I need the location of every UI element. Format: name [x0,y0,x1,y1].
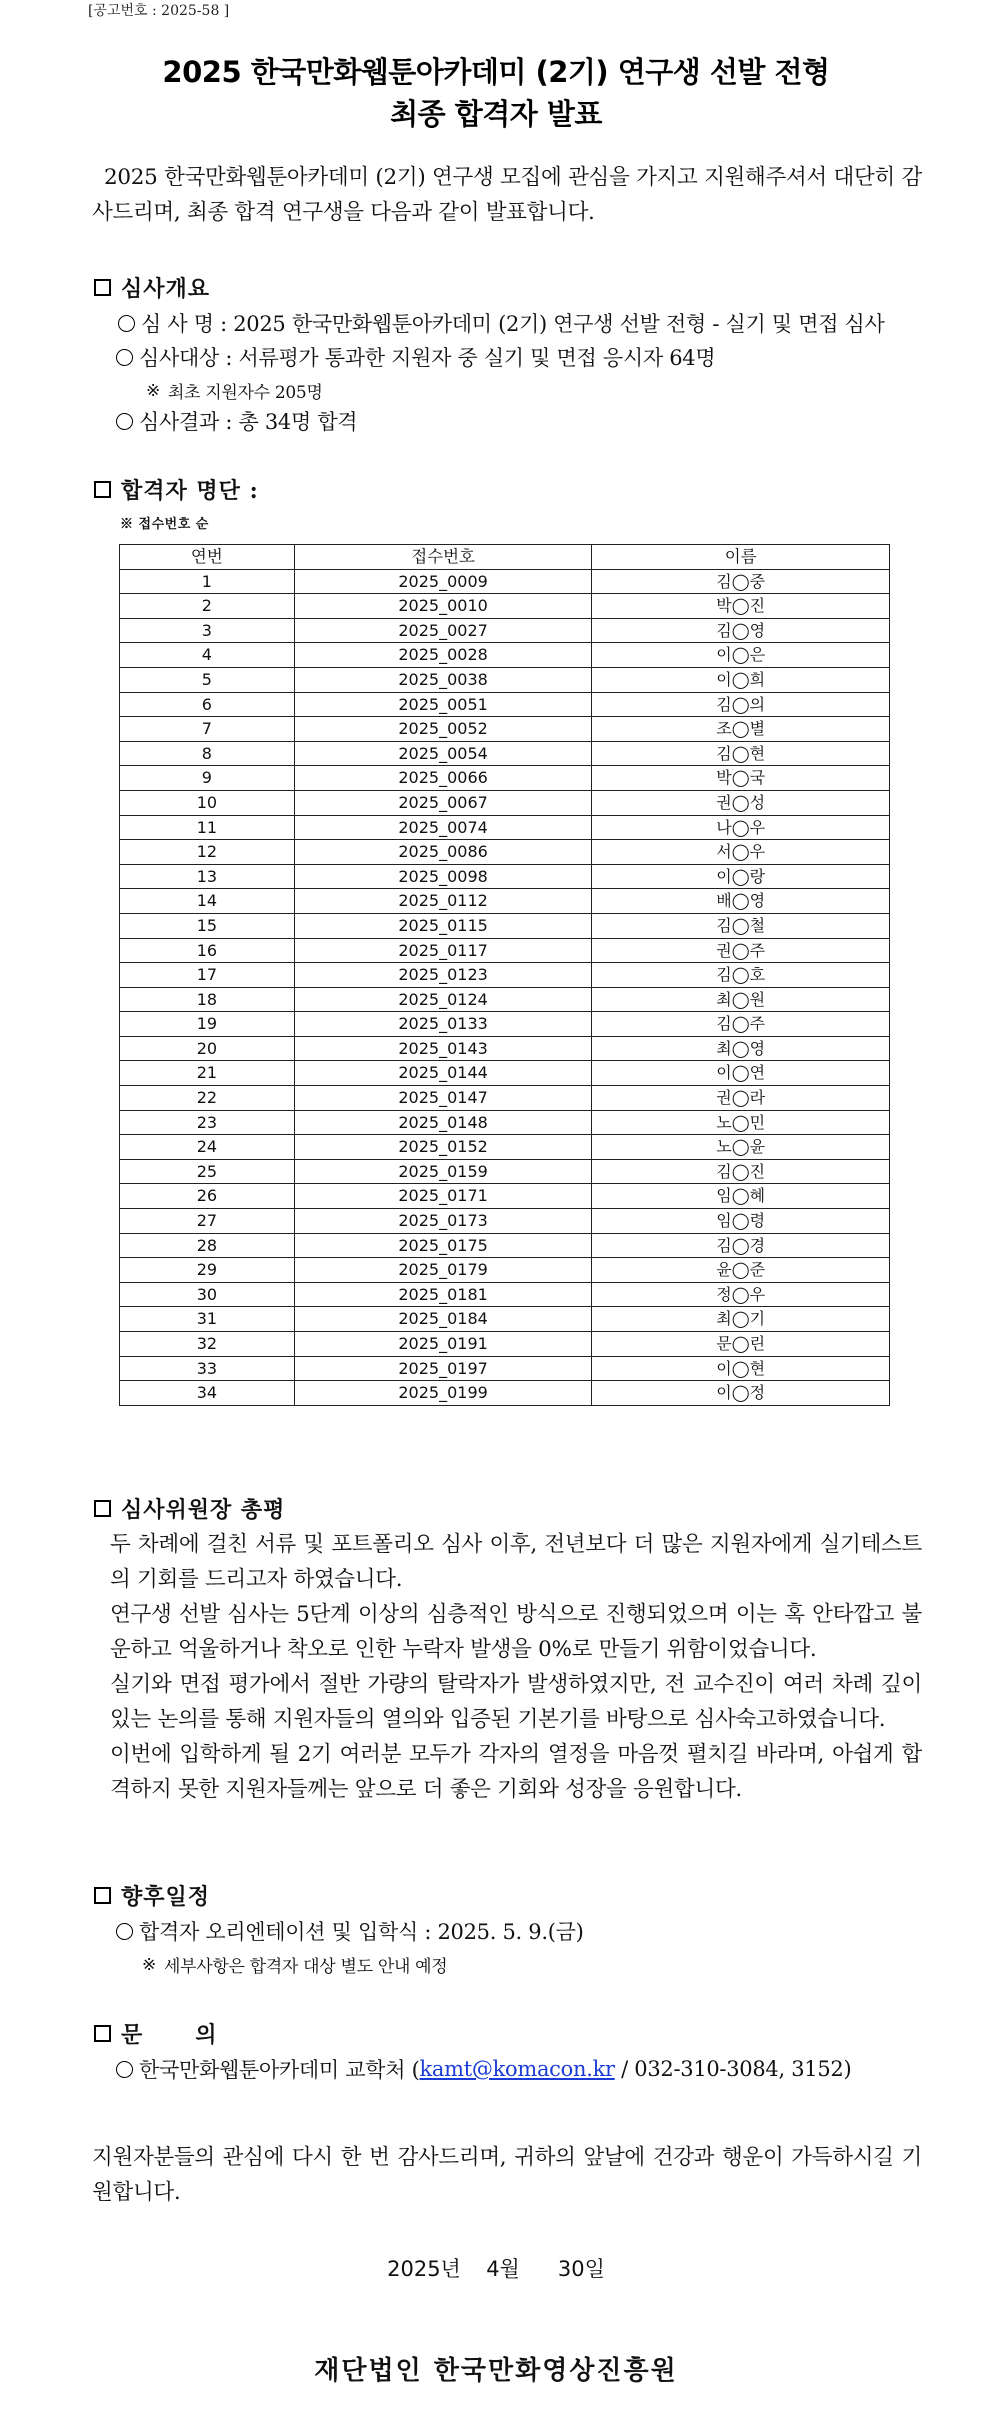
roster-table [119,544,890,1406]
cell-receipt-number: 2025_0159 [294,1159,592,1184]
cell-name: 이◯정 [592,1381,890,1406]
roster-heading [94,474,259,505]
contact-line [116,2054,851,2084]
contact-heading [94,2018,217,2049]
schedule-item [116,1916,583,1946]
cell-number: 2 [120,594,295,619]
column-header-name: 이름 [592,545,890,570]
cell-receipt-number: 2025_0124 [294,987,592,1012]
overview-heading-text: 심사개요 [121,276,211,302]
cell-name: 김◯중 [592,569,890,594]
cell-receipt-number: 2025_0112 [294,889,592,914]
cell-number: 20 [120,1036,295,1061]
contact-email-link[interactable]: kamt@komacon.kr [419,2057,615,2081]
square-bullet-icon [94,1500,111,1517]
cell-receipt-number: 2025_0199 [294,1381,592,1406]
cell-number: 12 [120,840,295,865]
cell-receipt-number: 2025_0175 [294,1233,592,1258]
column-header-number: 연번 [120,545,295,570]
page-subtitle: 최종 합격자 발표 [390,97,602,131]
cell-number: 3 [120,618,295,643]
circle-bullet-icon [116,2061,133,2078]
cell-name: 박◯국 [592,766,890,791]
overview-target-note [146,378,323,403]
cell-name: 권◯성 [592,790,890,815]
cell-receipt-number: 2025_0123 [294,963,592,988]
overview-target-line [116,342,715,372]
cell-name: 이◯랑 [592,864,890,889]
cell-number: 30 [120,1282,295,1307]
cell-receipt-number: 2025_0074 [294,815,592,840]
cell-name: 김◯진 [592,1159,890,1184]
column-header-receipt: 접수번호 [294,545,592,570]
cell-receipt-number: 2025_0054 [294,741,592,766]
cell-number: 31 [120,1307,295,1332]
table-row [120,643,890,668]
cell-receipt-number: 2025_0197 [294,1356,592,1381]
table-row [120,692,890,717]
cell-receipt-number: 2025_0181 [294,1282,592,1307]
table-row [120,1086,890,1111]
cell-number: 17 [120,963,295,988]
cell-number: 7 [120,717,295,742]
square-bullet-icon [94,481,111,498]
cell-name: 박◯진 [592,594,890,619]
overview-name-text: 심 사 명 : 2025 한국만화웹툰아카데미 (2기) 연구생 선발 전형 - 실기 및 면접 심사 [141,312,885,336]
cell-number: 34 [120,1381,295,1406]
cell-number: 14 [120,889,295,914]
schedule-heading [94,1880,210,1911]
square-bullet-icon [94,2025,111,2042]
table-row [120,1061,890,1086]
roster-heading-text: 합격자 명단 : [121,478,259,504]
table-row [120,1356,890,1381]
cell-number: 19 [120,1012,295,1037]
cell-number: 13 [120,864,295,889]
cell-name: 배◯영 [592,889,890,914]
cell-number: 27 [120,1209,295,1234]
closing-paragraph: 지원자분들의 관심에 다시 한 번 감사드리며, 귀하의 앞날에 건강과 행운이 가득하시길 기원합니다. [92,2145,922,2205]
cell-name: 문◯린 [592,1332,890,1357]
table-row [120,1159,890,1184]
cell-name: 임◯령 [592,1209,890,1234]
cell-name: 권◯주 [592,938,890,963]
review-heading [94,1493,285,1524]
table-row [120,815,890,840]
cell-receipt-number: 2025_0051 [294,692,592,717]
cell-number: 8 [120,741,295,766]
table-row [120,1381,890,1406]
cell-name: 임◯혜 [592,1184,890,1209]
cell-receipt-number: 2025_0171 [294,1184,592,1209]
cell-receipt-number: 2025_0098 [294,864,592,889]
cell-receipt-number: 2025_0052 [294,717,592,742]
overview-name-line [118,308,885,338]
cell-receipt-number: 2025_0191 [294,1332,592,1357]
review-paragraph: 이번에 입학하게 될 2기 여러분 모두가 각자의 열정을 마음껏 펼치길 바라며, 아쉽게 합격하지 못한 지원자들께는 앞으로 더 좋은 기회와 성장을 응원합니다. [110,1742,922,1802]
organization-name: 재단법인 한국만화영상진흥원 [314,2356,678,2386]
cell-number: 29 [120,1258,295,1283]
cell-receipt-number: 2025_0173 [294,1209,592,1234]
table-row [120,889,890,914]
table-row [120,938,890,963]
cell-receipt-number: 2025_0028 [294,643,592,668]
table-row [120,963,890,988]
overview-target-note-text: 최초 지원자수 205명 [167,383,323,403]
contact-suffix: / 032-310-3084, 3152) [614,2057,852,2081]
cell-name: 서◯우 [592,840,890,865]
page-title: 2025 한국만화웹툰아카데미 (2기) 연구생 선발 전형 [162,55,830,89]
cell-number: 4 [120,643,295,668]
square-bullet-icon [94,279,111,296]
cell-name: 이◯희 [592,667,890,692]
cell-name: 최◯원 [592,987,890,1012]
schedule-note-text: 세부사항은 합격자 대상 별도 안내 예정 [163,1957,448,1977]
cell-receipt-number: 2025_0148 [294,1110,592,1135]
cell-number: 24 [120,1135,295,1160]
square-bullet-icon [94,1887,111,1904]
cell-receipt-number: 2025_0038 [294,667,592,692]
cell-number: 23 [120,1110,295,1135]
cell-receipt-number: 2025_0066 [294,766,592,791]
schedule-heading-text: 향후일정 [121,1884,211,1910]
table-row [120,741,890,766]
cell-name: 윤◯준 [592,1258,890,1283]
cell-name: 노◯윤 [592,1135,890,1160]
cell-name: 나◯우 [592,815,890,840]
cell-name: 이◯연 [592,1061,890,1086]
cell-number: 5 [120,667,295,692]
cell-name: 김◯철 [592,913,890,938]
cell-name: 김◯경 [592,1233,890,1258]
table-row [120,864,890,889]
table-row [120,1110,890,1135]
review-body [110,1527,922,1807]
cell-receipt-number: 2025_0027 [294,618,592,643]
cell-receipt-number: 2025_0144 [294,1061,592,1086]
table-row [120,1307,890,1332]
cell-name: 김◯주 [592,1012,890,1037]
notice-number: [공고번호 : 2025-58 ] [88,3,230,19]
cell-name: 조◯별 [592,717,890,742]
cell-receipt-number: 2025_0010 [294,594,592,619]
overview-result-text: 심사결과 : 총 34명 합격 [139,410,358,434]
cell-number: 22 [120,1086,295,1111]
table-row [120,1012,890,1037]
review-paragraph: 두 차례에 걸친 서류 및 포트폴리오 심사 이후, 전년보다 더 많은 지원자에게 실기테스트의 기회를 드리고자 하였습니다. [110,1532,922,1592]
table-header-row [120,545,890,570]
table-row [120,987,890,1012]
contact-prefix: 한국만화웹툰아카데미 교학처 ( [139,2058,420,2082]
cell-number: 33 [120,1356,295,1381]
cell-name: 김◯의 [592,692,890,717]
cell-receipt-number: 2025_0152 [294,1135,592,1160]
circle-bullet-icon [116,413,133,430]
circle-bullet-icon [118,315,135,332]
roster-body [120,569,890,1405]
table-row [120,569,890,594]
cell-name: 이◯현 [592,1356,890,1381]
cell-number: 11 [120,815,295,840]
cell-receipt-number: 2025_0117 [294,938,592,963]
cell-number: 28 [120,1233,295,1258]
table-row [120,840,890,865]
cell-number: 32 [120,1332,295,1357]
cell-number: 9 [120,766,295,791]
table-row [120,1184,890,1209]
cell-number: 15 [120,913,295,938]
cell-receipt-number: 2025_0067 [294,790,592,815]
review-heading-text: 심사위원장 총평 [121,1497,286,1523]
cell-receipt-number: 2025_0009 [294,569,592,594]
cell-name: 최◯기 [592,1307,890,1332]
circle-bullet-icon [116,1923,133,1940]
table-row [120,1282,890,1307]
table-row [120,913,890,938]
table-row [120,1209,890,1234]
cell-name: 김◯현 [592,741,890,766]
review-paragraph: 연구생 선발 심사는 5단계 이상의 심층적인 방식으로 진행되었으며 이는 혹 안타깝고 불운하고 억울하거나 착오로 인한 누락자 발생을 0%로 만들기 위함이었습니다. [110,1602,922,1662]
table-row [120,717,890,742]
table-row [120,1233,890,1258]
cell-receipt-number: 2025_0133 [294,1012,592,1037]
cell-name: 김◯호 [592,963,890,988]
cell-name: 권◯라 [592,1086,890,1111]
overview-result-line [116,406,357,436]
intro-paragraph: 2025 한국만화웹툰아카데미 (2기) 연구생 모집에 관심을 가지고 지원해주셔서 대단히 감사드리며, 최종 합격 연구생을 다음과 같이 발표합니다. [92,165,922,225]
cell-name: 이◯은 [592,643,890,668]
circle-bullet-icon [116,349,133,366]
table-row [120,1258,890,1283]
table-row [120,1332,890,1357]
cell-name: 김◯영 [592,618,890,643]
cell-number: 26 [120,1184,295,1209]
cell-receipt-number: 2025_0184 [294,1307,592,1332]
schedule-note [142,1952,447,1977]
contact-heading-text: 문 의 [121,2022,218,2048]
cell-number: 21 [120,1061,295,1086]
overview-heading [94,272,210,303]
cell-number: 16 [120,938,295,963]
table-row [120,1135,890,1160]
cell-receipt-number: 2025_0147 [294,1086,592,1111]
schedule-item-text: 합격자 오리엔테이션 및 입학식 : 2025. 5. 9.(금) [139,1920,584,1944]
overview-target-text: 심사대상 : 서류평가 통과한 지원자 중 실기 및 면접 응시자 64명 [139,346,716,370]
review-paragraph: 실기와 면접 평가에서 절반 가량의 탈락자가 발생하였지만, 전 교수진이 여러 차례 깊이 있는 논의를 통해 지원자들의 열의와 입증된 기본기를 바탕으로 심사숙고하였습니다. [110,1672,922,1732]
cell-receipt-number: 2025_0143 [294,1036,592,1061]
cell-number: 25 [120,1159,295,1184]
reference-mark-icon: ※ [146,380,160,401]
cell-number: 1 [120,569,295,594]
table-row [120,766,890,791]
table-row [120,1036,890,1061]
announcement-date: 2025년 4월 30일 [387,2257,605,2281]
cell-name: 최◯영 [592,1036,890,1061]
table-row [120,790,890,815]
cell-receipt-number: 2025_0115 [294,913,592,938]
table-row [120,667,890,692]
reference-mark-icon: ※ [142,1954,156,1975]
cell-number: 6 [120,692,295,717]
cell-receipt-number: 2025_0179 [294,1258,592,1283]
cell-number: 10 [120,790,295,815]
roster-sort-note: ※ 접수번호 순 [120,517,209,532]
cell-name: 정◯우 [592,1282,890,1307]
cell-receipt-number: 2025_0086 [294,840,592,865]
cell-number: 18 [120,987,295,1012]
table-row [120,618,890,643]
cell-name: 노◯민 [592,1110,890,1135]
table-row [120,594,890,619]
